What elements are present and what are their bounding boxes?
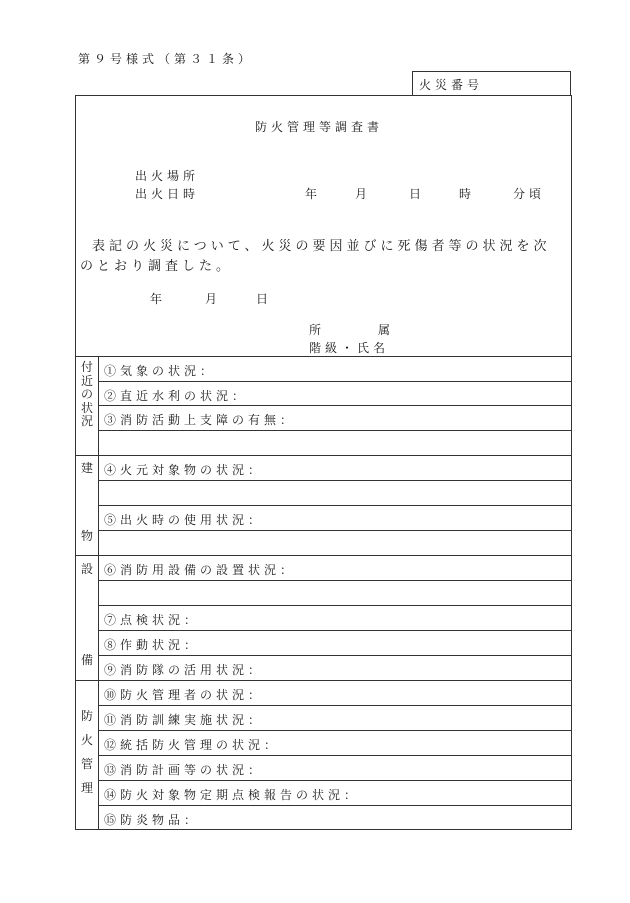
section-label-building-top: 建 bbox=[80, 461, 93, 475]
section-label-fire-prevention: 防 火 管 理 bbox=[80, 709, 93, 795]
row-line bbox=[98, 430, 572, 431]
row-line bbox=[75, 680, 572, 681]
section-label-equipment-top: 設 bbox=[80, 562, 93, 576]
section-label-equipment-bottom: 備 bbox=[80, 653, 93, 667]
field-operation: ⑧作動状況： bbox=[104, 638, 201, 652]
row-line bbox=[98, 480, 572, 481]
field-equipment-install: ⑥消防用設備の設置状況： bbox=[104, 563, 297, 577]
row-line bbox=[98, 630, 572, 631]
field-flame-retardant: ⑮防炎物品： bbox=[104, 813, 201, 827]
row-line bbox=[98, 805, 572, 806]
affiliation-part-1: 所 bbox=[309, 323, 322, 337]
date-year-unit: 年 bbox=[150, 292, 163, 306]
field-fire-origin-building: ④火元対象物の状況： bbox=[104, 463, 265, 477]
rank-name-label: 階級・氏名 bbox=[309, 341, 390, 355]
field-weather: ①気象の状況： bbox=[104, 364, 217, 378]
section-label-building-bottom: 物 bbox=[80, 529, 93, 543]
date-day-unit: 日 bbox=[256, 292, 269, 306]
field-water-source: ②直近水利の状況： bbox=[104, 389, 249, 403]
section-label-vicinity: 付 近 の 状 況 bbox=[80, 360, 93, 428]
field-obstacle: ③消防活動上支障の有無： bbox=[104, 413, 297, 427]
row-line bbox=[98, 381, 572, 382]
field-plan: ⑬消防計画等の状況： bbox=[104, 763, 265, 777]
row-line bbox=[98, 530, 572, 531]
row-line bbox=[98, 780, 572, 781]
field-manager: ⑩防火管理者の状況： bbox=[104, 688, 265, 702]
row-line bbox=[98, 705, 572, 706]
row-line bbox=[75, 555, 572, 556]
row-line bbox=[75, 455, 572, 456]
row-line bbox=[98, 655, 572, 656]
form-number: 第９号様式（第３１条） bbox=[78, 52, 255, 66]
row-line bbox=[98, 405, 572, 406]
row-line bbox=[75, 356, 572, 357]
row-line bbox=[98, 755, 572, 756]
datetime-minute-unit: 分頃 bbox=[513, 187, 546, 201]
datetime-hour-unit: 時 bbox=[459, 187, 472, 201]
fire-number-box bbox=[412, 71, 571, 95]
row-line bbox=[98, 605, 572, 606]
form-title: 防火管理等調査書 bbox=[255, 120, 384, 134]
datetime-label: 出火日時 bbox=[135, 187, 200, 201]
row-line bbox=[98, 730, 572, 731]
affiliation-part-2: 属 bbox=[378, 323, 391, 337]
datetime-day-unit: 日 bbox=[409, 187, 422, 201]
body-line-2: のとおり調査した。 bbox=[80, 259, 234, 274]
place-label: 出火場所 bbox=[135, 169, 200, 183]
label-column-divider bbox=[98, 356, 99, 829]
field-inspection: ⑦点検状況： bbox=[104, 613, 201, 627]
field-training: ⑪消防訓練実施状況： bbox=[104, 713, 265, 727]
body-line-1: 表記の火災について、火災の要因並びに死傷者等の状況を次 bbox=[92, 239, 551, 254]
field-brigade-use: ⑨消防隊の活用状況： bbox=[104, 663, 265, 677]
row-line bbox=[98, 505, 572, 506]
field-integrated-management: ⑫統括防火管理の状況： bbox=[104, 738, 281, 752]
row-line bbox=[98, 580, 572, 581]
field-usage: ⑤出火時の使用状況： bbox=[104, 513, 265, 527]
datetime-month-unit: 月 bbox=[355, 187, 368, 201]
fire-number-label: 火災番号 bbox=[419, 78, 484, 92]
date-month-unit: 月 bbox=[205, 292, 218, 306]
field-periodic-report: ⑭防火対象物定期点検報告の状況： bbox=[104, 788, 361, 802]
datetime-year-unit: 年 bbox=[305, 187, 318, 201]
